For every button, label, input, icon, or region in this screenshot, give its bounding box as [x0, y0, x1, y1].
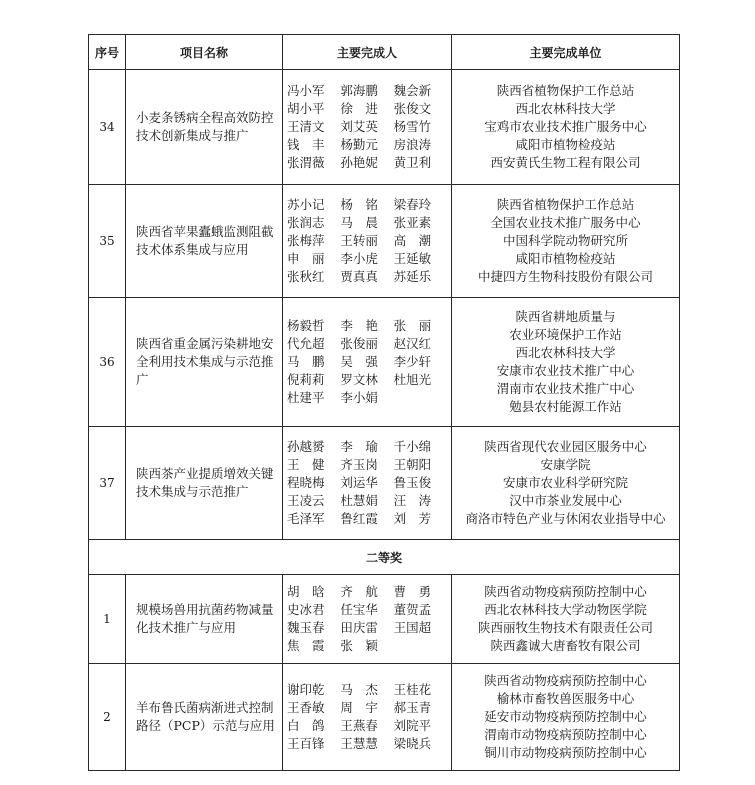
people-line	[287, 619, 447, 637]
people-line	[287, 317, 447, 335]
seq-cell: 35	[89, 185, 126, 298]
unit-name: 安康市农业科学研究院	[502, 475, 628, 490]
unit-name: 咸阳市植物检疫站	[515, 251, 616, 266]
people-cell	[283, 664, 452, 771]
unit-name: 陕西省耕地质量与	[515, 309, 616, 324]
person-name: 王国超	[393, 620, 432, 635]
people-line	[287, 214, 447, 232]
people-line	[287, 232, 447, 250]
person-name: 杜旭光	[393, 372, 432, 387]
seq-cell: 37	[89, 427, 126, 540]
person-name: 李小虎	[340, 251, 378, 266]
header-units: 主要完成单位	[452, 35, 680, 70]
unit-name: 汉中市茶业发展中心	[509, 493, 622, 508]
person-name: 毛泽军	[287, 511, 325, 526]
project-name-cell: 羊布鲁氏菌病渐进式控制路径（PCP）示范与应用	[126, 664, 283, 771]
person-name: 高 潮	[393, 233, 432, 248]
seq-cell: 34	[89, 70, 126, 185]
people-line	[287, 583, 447, 601]
person-name: 徐 进	[340, 101, 378, 116]
unit-name: 渭南市农业技术推广中心	[496, 381, 635, 396]
person-name: 杨勤元	[340, 137, 378, 152]
people-line	[287, 474, 447, 492]
units-cell	[452, 664, 680, 771]
person-name: 张 丽	[393, 318, 432, 333]
unit-name: 全国农业技术推广服务中心	[490, 215, 641, 230]
unit-name: 陕西丽牧生物技术有限责任公司	[477, 620, 653, 635]
unit-name: 西北农林科技大学动物医学院	[484, 602, 647, 617]
person-name: 鲁红霞	[340, 511, 378, 526]
people-line	[287, 82, 447, 100]
project-name-cell: 小麦条锈病全程高效防控技术创新集成与推广	[126, 70, 283, 185]
person-name: 张俊文	[393, 101, 432, 116]
seq-cell: 36	[89, 298, 126, 427]
people-line	[287, 492, 447, 510]
unit-name: 咸阳市植物检疫站	[515, 137, 616, 152]
header-row	[89, 35, 680, 70]
people-line	[287, 637, 447, 655]
person-name: 苏延乐	[393, 269, 432, 284]
person-name: 冯小军	[287, 83, 325, 98]
person-name: 杨毅哲	[287, 318, 325, 333]
unit-name: 陕西省植物保护工作总站	[496, 83, 635, 98]
table-row	[89, 298, 680, 427]
person-name: 史冰君	[287, 602, 325, 617]
person-name: 魏会新	[393, 83, 432, 98]
unit-name: 陕西省动物疫病预防控制中心	[484, 584, 647, 599]
people-line	[287, 371, 447, 389]
project-name-cell: 陕西省苹果蠹蛾监测阻截技术体系集成与应用	[126, 185, 283, 298]
unit-name: 勉县农村能源工作站	[509, 399, 622, 414]
person-name: 倪莉莉	[287, 372, 325, 387]
person-name: 周 宇	[340, 700, 378, 715]
unit-name: 西北农林科技大学	[515, 345, 616, 360]
person-name: 杨雪竹	[393, 119, 432, 134]
person-name: 王香敏	[287, 700, 325, 715]
unit-name: 中捷四方生物科技股份有限公司	[477, 269, 653, 284]
person-name: 房浪涛	[393, 137, 432, 152]
person-name: 贾真真	[340, 269, 378, 284]
section-row	[89, 540, 680, 575]
people-line	[287, 136, 447, 154]
unit-name: 安康市农业技术推广中心	[496, 363, 635, 378]
person-name: 孙艳妮	[340, 155, 378, 170]
people-line	[287, 717, 447, 735]
table-row	[89, 185, 680, 298]
people-cell	[283, 575, 452, 664]
person-name: 王桂花	[393, 682, 432, 697]
person-name: 刘院平	[393, 718, 432, 733]
person-name: 汪 涛	[393, 493, 432, 508]
person-name: 梁春玲	[393, 197, 432, 212]
people-line	[287, 250, 447, 268]
person-name: 马 杰	[340, 682, 378, 697]
person-name: 申 丽	[287, 251, 325, 266]
person-name: 王转丽	[340, 233, 378, 248]
unit-name: 宝鸡市农业技术推广服务中心	[484, 119, 647, 134]
unit-name: 榆林市畜牧兽医服务中心	[496, 691, 635, 706]
person-name	[394, 637, 447, 655]
section-title: 二等奖	[89, 540, 680, 575]
person-name: 胡小平	[287, 101, 325, 116]
person-name: 李 艳	[340, 318, 378, 333]
person-name: 李 瑜	[340, 439, 378, 454]
seq-cell: 1	[89, 575, 126, 664]
person-name: 王延敏	[393, 251, 432, 266]
people-cell	[283, 70, 452, 185]
person-name: 苏小记	[287, 197, 325, 212]
people-line	[287, 438, 447, 456]
person-name: 杜建平	[287, 390, 325, 405]
awards-table	[88, 34, 680, 771]
unit-name: 安康学院	[540, 457, 591, 472]
table-row	[89, 427, 680, 540]
person-name: 王慧慧	[340, 736, 378, 751]
project-name-cell: 陕西省重金属污染耕地安全利用技术集成与示范推广	[126, 298, 283, 427]
people-line	[287, 699, 447, 717]
person-name: 张渭薇	[287, 155, 325, 170]
unit-name: 陕西省现代农业园区服务中心	[484, 439, 647, 454]
person-name: 郭海鹏	[340, 83, 378, 98]
person-name: 董贺孟	[393, 602, 432, 617]
person-name: 王清文	[287, 119, 325, 134]
person-name: 王朝阳	[393, 457, 432, 472]
person-name: 黄卫利	[393, 155, 432, 170]
header-project: 项目名称	[126, 35, 283, 70]
person-name: 马 晨	[340, 215, 378, 230]
person-name: 曹 勇	[393, 584, 432, 599]
person-name: 田庆雷	[340, 620, 378, 635]
people-line	[287, 353, 447, 371]
people-line	[287, 389, 447, 407]
seq-cell: 2	[89, 664, 126, 771]
person-name: 李小娟	[340, 390, 378, 405]
person-name: 焦 霞	[287, 638, 325, 653]
units-cell	[452, 575, 680, 664]
person-name: 魏玉春	[287, 620, 325, 635]
person-name: 齐玉岗	[340, 457, 378, 472]
person-name: 梁晓兵	[393, 736, 432, 751]
table-row	[89, 575, 680, 664]
person-name: 张梅萍	[287, 233, 325, 248]
header-seq: 序号	[89, 35, 126, 70]
unit-name: 中国科学院动物研究所	[502, 233, 628, 248]
header-people: 主要完成人	[283, 35, 452, 70]
units-cell	[452, 70, 680, 185]
person-name: 李少轩	[393, 354, 432, 369]
person-name: 杜慧娟	[340, 493, 378, 508]
person-name: 马 鹏	[287, 354, 325, 369]
people-line	[287, 681, 447, 699]
person-name: 刘运华	[340, 475, 378, 490]
units-cell	[452, 427, 680, 540]
unit-name: 西北农林科技大学	[515, 101, 616, 116]
people-line	[287, 154, 447, 172]
units-cell	[452, 185, 680, 298]
people-line	[287, 118, 447, 136]
person-name: 王凌云	[287, 493, 325, 508]
person-name: 杨 铭	[340, 197, 378, 212]
person-name: 王百锋	[287, 736, 325, 751]
people-line	[287, 735, 447, 753]
people-line	[287, 456, 447, 474]
table-row	[89, 70, 680, 185]
person-name: 代允超	[287, 336, 325, 351]
person-name	[394, 389, 447, 407]
person-name: 王 健	[287, 457, 325, 472]
person-name: 郝玉青	[393, 700, 432, 715]
people-line	[287, 100, 447, 118]
unit-name: 陕西鑫诚大唐畜牧有限公司	[490, 638, 641, 653]
table-row	[89, 664, 680, 771]
person-name: 赵汉红	[393, 336, 432, 351]
project-name-cell: 陕西茶产业提质增效关键技术集成与示范推广	[126, 427, 283, 540]
person-name: 钱 丰	[287, 137, 325, 152]
person-name: 孙越赟	[287, 439, 325, 454]
person-name: 齐 航	[340, 584, 378, 599]
person-name: 张润志	[287, 215, 325, 230]
person-name: 吴 强	[340, 354, 378, 369]
unit-name: 商洛市特色产业与休闲农业指导中心	[465, 511, 666, 526]
unit-name: 西安黄氏生物工程有限公司	[490, 155, 641, 170]
unit-name: 延安市动物疫病预防控制中心	[484, 709, 647, 724]
people-line	[287, 335, 447, 353]
unit-name: 渭南市动物疫病预防控制中心	[484, 727, 647, 742]
person-name: 张俊丽	[340, 336, 378, 351]
people-cell	[283, 298, 452, 427]
person-name: 刘 芳	[393, 511, 432, 526]
person-name: 张 颖	[340, 638, 378, 653]
person-name: 罗文林	[340, 372, 378, 387]
person-name: 胡 晗	[287, 584, 325, 599]
person-name: 刘艾英	[340, 119, 378, 134]
person-name: 千小绵	[393, 439, 432, 454]
person-name: 程晓梅	[287, 475, 325, 490]
person-name: 白 鸽	[287, 718, 325, 733]
person-name: 张秋红	[287, 269, 325, 284]
project-name-cell: 规模场兽用抗菌药物减量化技术推广与应用	[126, 575, 283, 664]
people-cell	[283, 427, 452, 540]
unit-name: 陕西省植物保护工作总站	[496, 197, 635, 212]
people-line	[287, 601, 447, 619]
units-cell	[452, 298, 680, 427]
unit-name: 陕西省动物疫病预防控制中心	[484, 673, 647, 688]
people-line	[287, 196, 447, 214]
person-name: 任宝华	[340, 602, 378, 617]
person-name: 谢印乾	[287, 682, 325, 697]
unit-name: 农业环境保护工作站	[509, 327, 622, 342]
person-name: 张亚素	[393, 215, 432, 230]
person-name: 鲁玉俊	[393, 475, 432, 490]
person-name: 王燕春	[340, 718, 378, 733]
unit-name: 铜川市动物疫病预防控制中心	[484, 745, 647, 760]
people-line	[287, 268, 447, 286]
people-line	[287, 510, 447, 528]
people-cell	[283, 185, 452, 298]
